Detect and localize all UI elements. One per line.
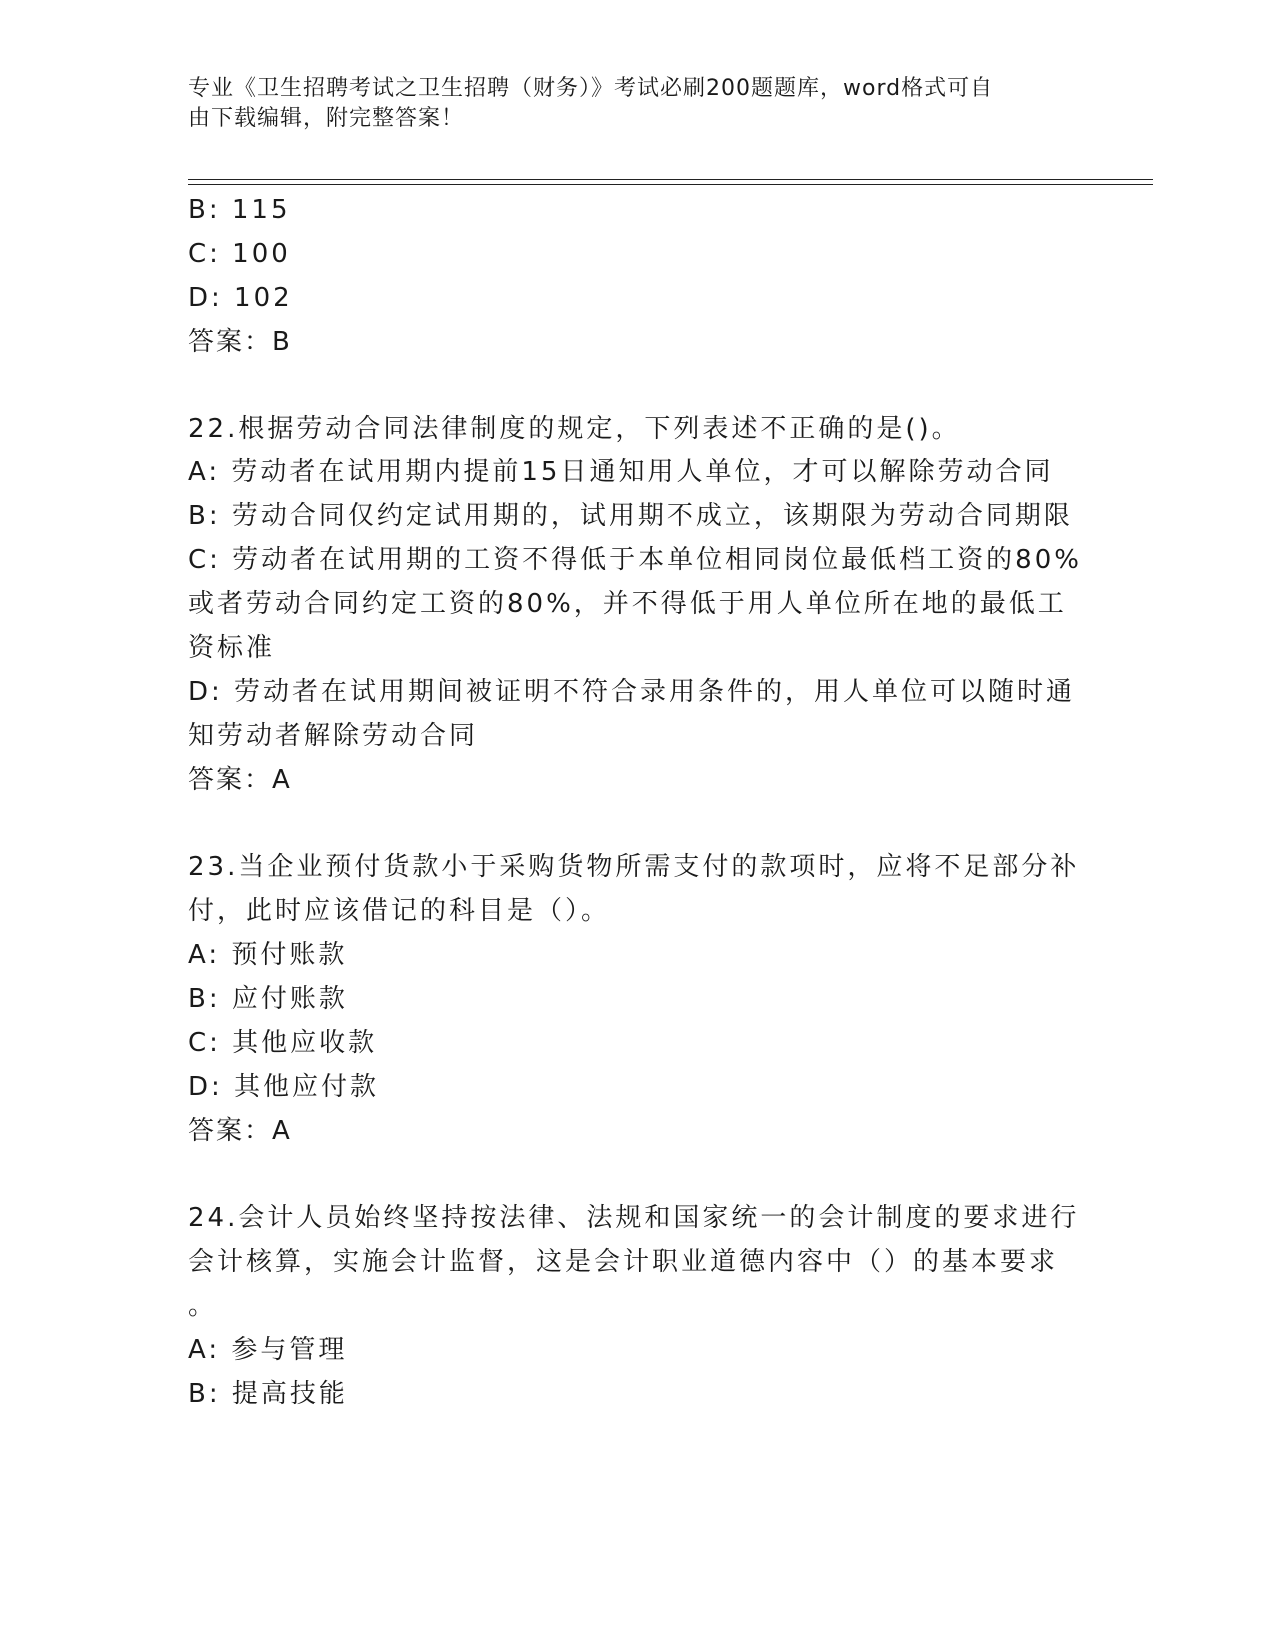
q24-option-a: A: 参与管理 [188,1335,348,1365]
q23-stem-line-2: 付，此时应该借记的科目是（）。 [188,896,611,926]
q23-option-a: A: 预付账款 [188,940,348,970]
q21-answer: 答案：B [188,327,292,357]
q24-stem-line-1: 24.会计人员始终坚持按法律、法规和国家统一的会计制度的要求进行 [188,1203,1080,1233]
header-line-2: 由下载编辑，附完整答案！ [188,106,465,131]
q22-option-d-line-1: D: 劳动者在试用期间被证明不符合录用条件的，用人单位可以随时通 [188,677,1076,707]
document-header [188,74,1068,134]
q22-option-d-line-2: 知劳动者解除劳动合同 [188,721,479,751]
q24-stem-line-2: 会计核算，实施会计监督，这是会计职业道德内容中（）的基本要求 [188,1247,1059,1277]
q22-option-c-line-3: 资标准 [188,633,276,663]
q22-option-a: A: 劳动者在试用期内提前15日通知用人单位，才可以解除劳动合同 [188,457,1054,487]
q21-option-c: C: 100 [188,239,291,269]
header-rule-bottom [188,184,1153,185]
q22-option-c-line-2: 或者劳动合同约定工资的80%，并不得低于用人单位所在地的最低工 [188,589,1067,619]
q22-option-b: B: 劳动合同仅约定试用期的，试用期不成立，该期限为劳动合同期限 [188,501,1073,531]
q23-answer: 答案：A [188,1116,292,1146]
q24-option-b: B: 提高技能 [188,1379,348,1409]
q22-stem: 22.根据劳动合同法律制度的规定，下列表述不正确的是()。 [188,414,961,444]
q23-stem-line-1: 23.当企业预付货款小于采购货物所需支付的款项时，应将不足部分补 [188,852,1080,882]
q23-option-d: D: 其他应付款 [188,1072,380,1102]
q22-answer: 答案：A [188,765,292,795]
q23-option-c: C: 其他应收款 [188,1028,378,1058]
q22-option-c-line-1: C: 劳动者在试用期的工资不得低于本单位相同岗位最低档工资的80% [188,545,1082,575]
q21-option-d: D: 102 [188,283,293,313]
q24-stem-line-3: 。 [188,1291,218,1321]
q21-option-b: B: 115 [188,195,291,225]
header-line-1: 专业《卫生招聘考试之卫生招聘（财务）》考试必刷200题题库，word格式可自 [188,76,994,101]
q23-option-b: B: 应付账款 [188,984,348,1014]
header-rule-top [188,179,1153,180]
